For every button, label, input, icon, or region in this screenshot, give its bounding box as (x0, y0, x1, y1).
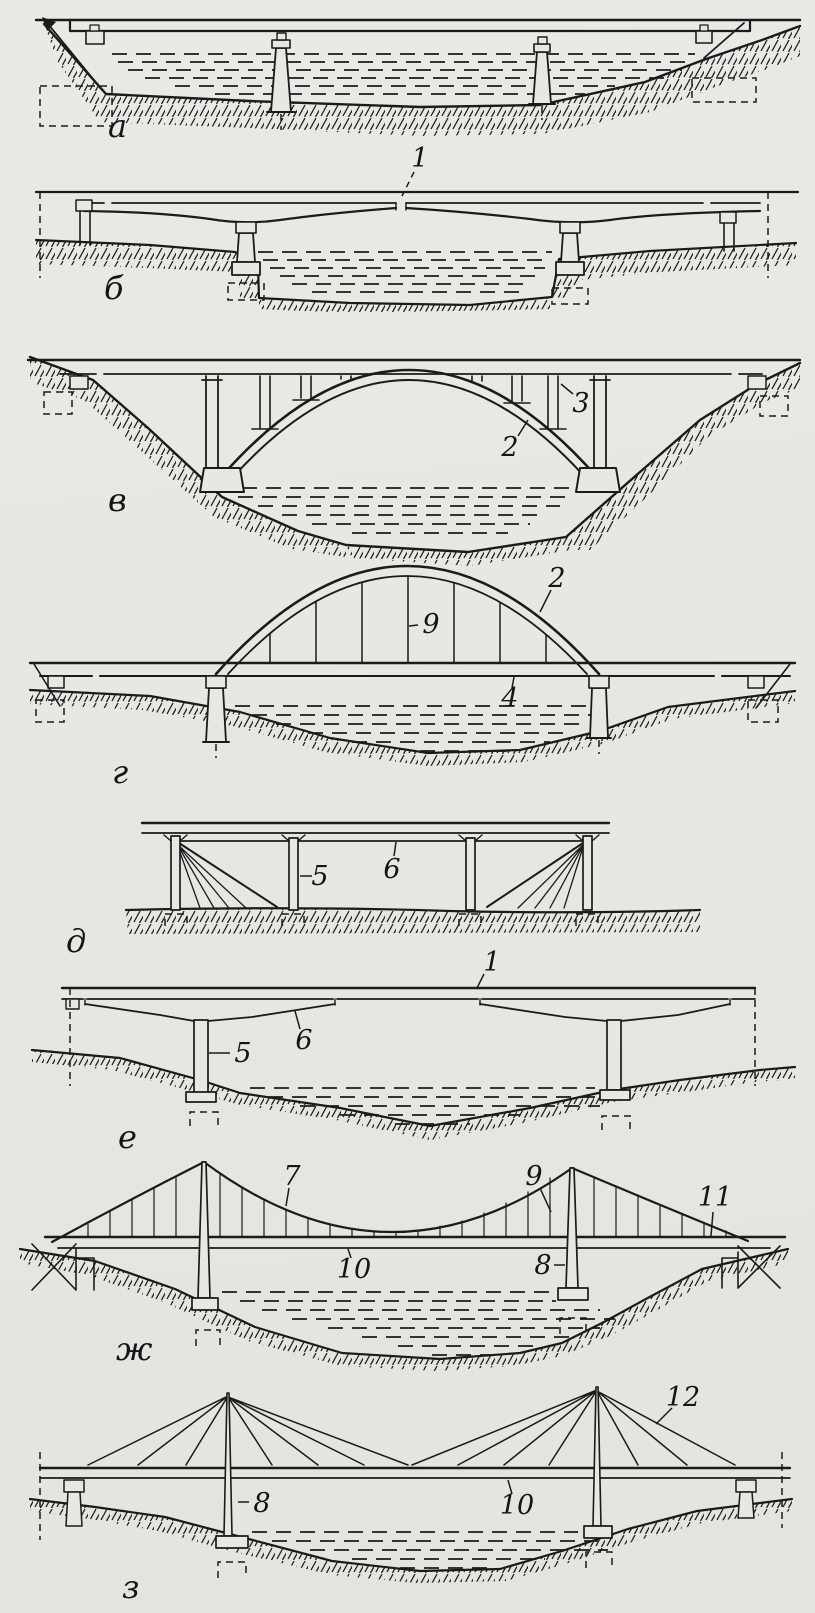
pylon-footing (584, 1526, 612, 1538)
pylon-mast (224, 1393, 232, 1536)
marker-2: 2 (501, 432, 519, 463)
left-abutment-post (80, 211, 90, 245)
pier-cap (560, 222, 580, 233)
pier-footing (186, 1092, 216, 1102)
marker-8: 8 (253, 1488, 271, 1519)
girder-line (70, 20, 750, 31)
left-foundation-box (44, 392, 72, 414)
stay-cables-left-pylon (88, 1396, 408, 1465)
left-bearing (86, 31, 104, 44)
panel-letter-v: в (108, 481, 127, 519)
left-bearing (64, 1480, 84, 1492)
girder-haunched-soffit (84, 208, 760, 222)
marker-6: 6 (383, 854, 401, 885)
panel-g-through-arch-bridge (30, 563, 795, 791)
marker-leader (711, 1212, 713, 1236)
marker-5: 5 (311, 861, 329, 892)
panel-zh-suspension-bridge (20, 1161, 788, 1371)
panel-b-continuous-beam-bridge (36, 143, 798, 313)
cantilever-arms-right-pier (480, 1004, 730, 1021)
strut-fan-left (177, 844, 246, 908)
terrain-hatch (44, 24, 800, 136)
water-dashes (258, 252, 552, 292)
pier-knob (538, 37, 547, 44)
pier-cap (272, 40, 290, 48)
strut-fan-right (518, 844, 584, 908)
hangers (88, 1174, 726, 1237)
frame-leg (583, 836, 592, 910)
panel-letter-zh: ж (116, 1330, 153, 1368)
marker-4: 4 (501, 683, 519, 714)
hinge-ticks (396, 203, 406, 210)
pier-cap (534, 44, 550, 52)
right-abutment-post (738, 1492, 754, 1518)
river-pier (271, 48, 291, 112)
right-bearing (696, 31, 712, 43)
pylon (566, 1168, 578, 1288)
main-strut-left (179, 843, 277, 907)
marker-11: 11 (697, 1182, 733, 1213)
marker-2: 2 (548, 563, 566, 594)
water-dashes (250, 1088, 630, 1124)
pylon-footing (216, 1536, 248, 1548)
marker-10: 10 (336, 1254, 372, 1285)
water-dashes (112, 54, 695, 94)
marker-7: 7 (283, 1161, 301, 1192)
pier-shaft (237, 233, 255, 262)
pier-footing (232, 262, 260, 275)
foundation-bracket (218, 1562, 246, 1578)
pier-shaft (561, 233, 579, 262)
marker-9: 9 (525, 1161, 543, 1192)
marker-5: 5 (234, 1038, 252, 1069)
terrain-hatch (30, 357, 800, 566)
marker-1: 1 (483, 947, 501, 978)
foundation-bracket (602, 1116, 630, 1130)
approach-limit-dashes (70, 988, 755, 1086)
frame-leg (171, 836, 180, 910)
right-bearing (720, 212, 736, 223)
left-abutment-post (66, 1492, 82, 1526)
right-bearing (748, 376, 766, 389)
left-bearing (76, 200, 92, 211)
pier-shaft (206, 688, 226, 742)
marker-8: 8 (534, 1250, 552, 1281)
terrain-hatch (36, 240, 796, 313)
terrain-hatch (30, 690, 795, 766)
marker-1: 1 (411, 143, 429, 174)
pier-knob (277, 33, 286, 40)
frame-leg (466, 838, 475, 910)
left-bearing (66, 999, 79, 1009)
pier-cap (236, 222, 256, 233)
panel-letter-a: а (108, 107, 128, 145)
pylon-footing (558, 1288, 588, 1300)
marker-9: 9 (422, 609, 440, 640)
spandrel-columns (252, 376, 566, 429)
pylon (198, 1162, 210, 1298)
panel-letter-d: д (66, 922, 87, 960)
main-strut-right (487, 843, 583, 907)
joint-ticks (85, 999, 730, 1005)
t-pier-leg (607, 1020, 621, 1090)
left-bearing (48, 676, 64, 688)
panel-letter-e: е (118, 1118, 137, 1156)
panel-letter-z: з (122, 1568, 140, 1606)
marker-10: 10 (499, 1490, 535, 1521)
arch-rib-outer (222, 370, 596, 476)
right-bearing (748, 676, 764, 688)
left-skewback (200, 468, 244, 492)
panel-a-beam-bridge (36, 17, 800, 145)
arch-rib-inner (234, 380, 584, 476)
pylon-mast (593, 1387, 601, 1526)
panel-letter-b: б (104, 269, 124, 307)
left-bearing-tab (90, 25, 99, 31)
panel-d-strut-frame-bridge (66, 823, 700, 960)
right-bearing (736, 1480, 756, 1492)
pylon-footing (192, 1298, 218, 1310)
foundation-bracket (196, 1330, 220, 1346)
marker-leader (561, 384, 573, 394)
right-skewback (576, 468, 620, 492)
river-pier (533, 52, 551, 104)
panel-z-cable-stayed-bridge (30, 1382, 792, 1606)
t-pier-leg (194, 1020, 208, 1094)
panel-v-deck-arch-bridge (28, 357, 800, 566)
left-bearing (70, 376, 88, 389)
pier-cap (589, 676, 609, 688)
marker-3: 3 (572, 388, 590, 419)
panel-letter-g: г (112, 753, 129, 791)
pier-footing (600, 1090, 630, 1100)
marker-6: 6 (295, 1025, 313, 1056)
pier-cap (206, 676, 226, 688)
terrain-hatch (32, 1050, 795, 1140)
marker-12: 12 (665, 1382, 701, 1413)
riverbed-line (30, 1499, 792, 1571)
right-bearing-tab (700, 25, 708, 31)
pier-footing (556, 262, 584, 275)
foundation-bracket (560, 1318, 586, 1334)
panel-e-t-frame-bridge (32, 947, 795, 1156)
pier-shaft (590, 688, 608, 738)
marker-leader (518, 420, 528, 436)
foundation-bracket (190, 1112, 218, 1126)
frame-leg (289, 838, 298, 910)
marker-leader (409, 625, 418, 626)
main-cable (52, 1162, 748, 1242)
hangers (270, 577, 546, 663)
